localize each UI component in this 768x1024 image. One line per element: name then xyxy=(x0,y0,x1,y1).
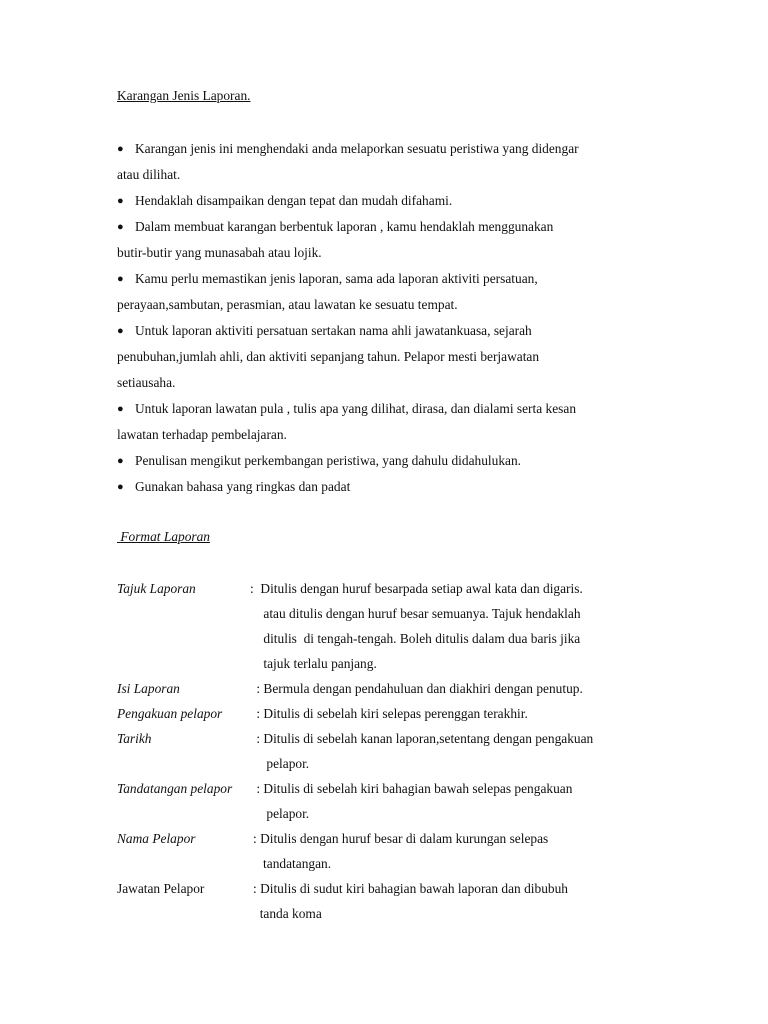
field-desc-line: atau ditulis dengan huruf besar semuanya. Tajuk hendaklah xyxy=(250,606,581,621)
field-desc-line: pelapor. xyxy=(253,806,310,821)
field-desc-line: : Ditulis dengan huruf besar di dalam kurungan selepas xyxy=(253,831,549,846)
field-desc-line: tajuk terlalu panjang. xyxy=(250,656,377,671)
format-section-title: Format Laporan xyxy=(117,529,211,544)
bullet-text: perayaan,sambutan, perasmian, atau lawatan ke sesuatu tempat. xyxy=(117,297,458,312)
bullet-text: Karangan jenis ini menghendaki anda melaporkan sesuatu peristiwa yang didengar xyxy=(135,141,579,156)
field-description xyxy=(253,776,677,826)
field-description xyxy=(253,701,677,726)
field-description xyxy=(253,876,677,926)
field-row-nama-pelapor xyxy=(117,826,677,876)
bullet-icon: ● xyxy=(117,221,124,233)
bullet-text: Untuk laporan lawatan pula , tulis apa yang dilihat, dirasa, dan dialami serta kesan xyxy=(135,401,577,416)
field-label: Nama Pelapor xyxy=(117,831,196,846)
bullet-text: butir-butir yang munasabah atau lojik. xyxy=(117,245,322,260)
bullet-item xyxy=(117,136,662,188)
bullet-item xyxy=(117,214,662,266)
bullet-text: Dalam membuat karangan berbentuk laporan , kamu hendaklah menggunakan xyxy=(135,219,554,234)
bullet-icon: ● xyxy=(117,481,124,493)
field-description xyxy=(253,676,677,701)
bullet-icon: ● xyxy=(117,143,124,155)
field-desc-line: ditulis di tengah-tengah. Boleh ditulis dalam dua baris jika xyxy=(250,631,581,646)
field-row-tajuk-laporan xyxy=(117,576,677,676)
field-label: Jawatan Pelapor xyxy=(117,881,205,896)
bullet-text: Untuk laporan aktiviti persatuan sertakan nama ahli jawatankuasa, sejarah xyxy=(135,323,532,338)
bullet-icon: ● xyxy=(117,195,124,207)
document-title: Karangan Jenis Laporan. xyxy=(117,88,251,103)
field-row-pengakuan-pelapor xyxy=(117,701,677,726)
bullet-item xyxy=(117,396,662,448)
field-desc-line: tanda koma xyxy=(253,906,322,921)
field-desc-line: pelapor. xyxy=(253,756,310,771)
field-description xyxy=(250,576,677,676)
bullet-item xyxy=(117,318,662,396)
field-desc-line: : Ditulis di sebelah kanan laporan,setentang dengan pengakuan xyxy=(253,731,594,746)
bullet-icon: ● xyxy=(117,403,124,415)
bullet-item xyxy=(117,188,662,214)
field-label: Tandatangan pelapor xyxy=(117,781,233,796)
field-label: Isi Laporan xyxy=(117,681,180,696)
field-desc-line: : Ditulis di sebelah kiri selepas perenggan terakhir. xyxy=(253,706,528,721)
bullet-text: atau dilihat. xyxy=(117,167,181,182)
field-label: Tajuk Laporan xyxy=(117,581,196,596)
bullet-text: Penulisan mengikut perkembangan peristiwa, yang dahulu didahulukan. xyxy=(135,453,522,468)
field-row-isi-laporan xyxy=(117,676,677,701)
bullet-text: setiausaha. xyxy=(117,375,176,390)
bullet-list xyxy=(117,136,662,500)
field-label: Tarikh xyxy=(117,731,152,746)
field-desc-line: : Bermula dengan pendahuluan dan diakhiri dengan penutup. xyxy=(253,681,583,696)
field-row-jawatan-pelapor xyxy=(117,876,677,926)
bullet-text: Hendaklah disampaikan dengan tepat dan mudah difahami. xyxy=(135,193,453,208)
field-row-tandatangan-pelapor xyxy=(117,776,677,826)
bullet-icon: ● xyxy=(117,455,124,467)
bullet-text: Kamu perlu memastikan jenis laporan, sama ada laporan aktiviti persatuan, xyxy=(135,271,538,286)
bullet-text: penubuhan,jumlah ahli, dan aktiviti sepanjang tahun. Pelapor mesti berjawatan xyxy=(117,349,540,364)
bullet-icon: ● xyxy=(117,325,124,337)
field-row-tarikh xyxy=(117,726,677,776)
bullet-text: lawatan terhadap pembelajaran. xyxy=(117,427,287,442)
bullet-item xyxy=(117,266,662,318)
field-desc-line: : Ditulis dengan huruf besarpada setiap awal kata dan digaris. xyxy=(250,581,583,596)
field-desc-line: tandatangan. xyxy=(253,856,332,871)
bullet-item xyxy=(117,474,662,500)
field-desc-line: : Ditulis di sudut kiri bahagian bawah laporan dan dibubuh xyxy=(253,881,568,896)
bullet-item xyxy=(117,448,662,474)
field-description xyxy=(253,726,677,776)
format-fields xyxy=(117,576,677,926)
field-description xyxy=(253,826,677,876)
field-desc-line: : Ditulis di sebelah kiri bahagian bawah selepas pengakuan xyxy=(253,781,573,796)
field-label: Pengakuan pelapor xyxy=(117,706,223,721)
bullet-text: Gunakan bahasa yang ringkas dan padat xyxy=(135,479,351,494)
bullet-icon: ● xyxy=(117,273,124,285)
